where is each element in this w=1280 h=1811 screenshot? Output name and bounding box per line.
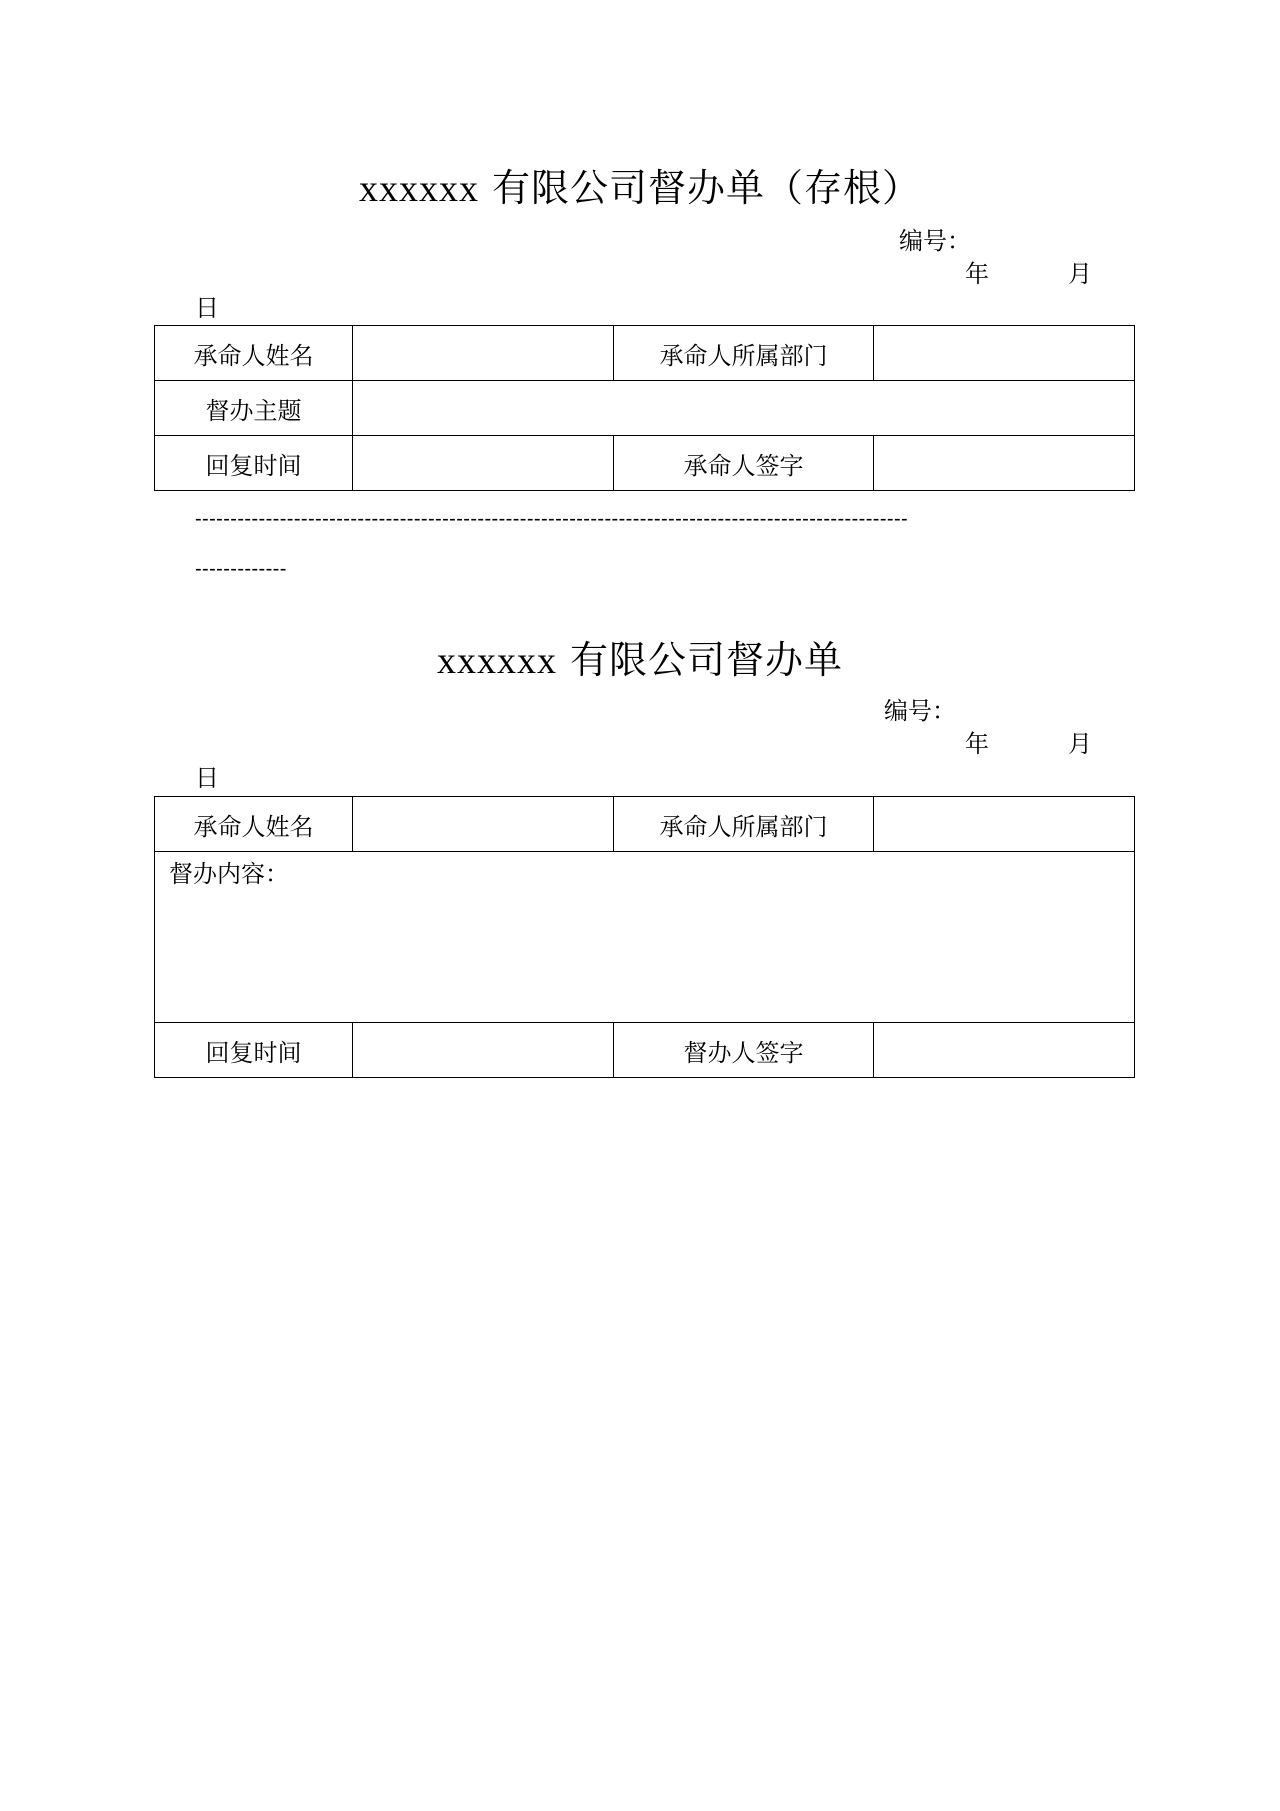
stub-assignee-name-field[interactable] <box>353 326 614 381</box>
main-reply-time-label: 回复时间 <box>155 1023 353 1078</box>
stub-title-main: 有限公司督办单（存根） <box>492 166 922 210</box>
cut-line-dashes: ----------------------------------------------------------------------------------------------------- <box>195 508 909 530</box>
main-title-main: 有限公司督办单 <box>570 638 844 682</box>
stub-subject-label: 督办主题 <box>155 381 353 436</box>
stub-title-prefix: xxxxxx <box>358 168 479 210</box>
main-row-reply-sign <box>155 1023 1135 1078</box>
stub-assignee-dept-field[interactable] <box>874 326 1135 381</box>
stub-year-label: 年 <box>965 260 989 288</box>
main-form-table <box>154 796 1135 1078</box>
main-number-label: 编号： <box>884 697 956 725</box>
main-supervisor-signature-field[interactable] <box>874 1023 1135 1078</box>
stub-day-label: 日 <box>195 294 219 322</box>
main-day-label: 日 <box>195 764 219 792</box>
main-assignee-name-field[interactable] <box>353 797 614 852</box>
main-supervisor-signature-label: 督办人签字 <box>614 1023 874 1078</box>
stub-number-label: 编号： <box>899 227 971 255</box>
stub-row-name-dept <box>155 326 1135 381</box>
cut-line-dashes-continued: ------------- <box>195 558 287 580</box>
main-title <box>0 636 1280 685</box>
main-month-label: 月 <box>1068 730 1092 758</box>
stub-subject-field[interactable] <box>353 381 1135 436</box>
main-content-area[interactable] <box>155 852 1135 1023</box>
stub-row-reply-sign <box>155 436 1135 491</box>
stub-assignee-dept-label: 承命人所属部门 <box>614 326 874 381</box>
main-assignee-dept-label: 承命人所属部门 <box>614 797 874 852</box>
stub-row-subject <box>155 381 1135 436</box>
main-assignee-name-label: 承命人姓名 <box>155 797 353 852</box>
main-assignee-dept-field[interactable] <box>874 797 1135 852</box>
stub-title <box>0 164 1280 213</box>
main-row-content <box>155 852 1135 1023</box>
stub-assignee-signature-label: 承命人签字 <box>614 436 874 491</box>
stub-assignee-name-label: 承命人姓名 <box>155 326 353 381</box>
stub-month-label: 月 <box>1068 260 1092 288</box>
main-year-label: 年 <box>965 730 989 758</box>
main-title-prefix: xxxxxx <box>436 640 557 682</box>
stub-reply-time-field[interactable] <box>353 436 614 491</box>
main-content-label: 督办内容： <box>169 860 289 888</box>
main-reply-time-field[interactable] <box>353 1023 614 1078</box>
main-row-name-dept <box>155 797 1135 852</box>
stub-form-table <box>154 325 1135 491</box>
stub-assignee-signature-field[interactable] <box>874 436 1135 491</box>
stub-reply-time-label: 回复时间 <box>155 436 353 491</box>
